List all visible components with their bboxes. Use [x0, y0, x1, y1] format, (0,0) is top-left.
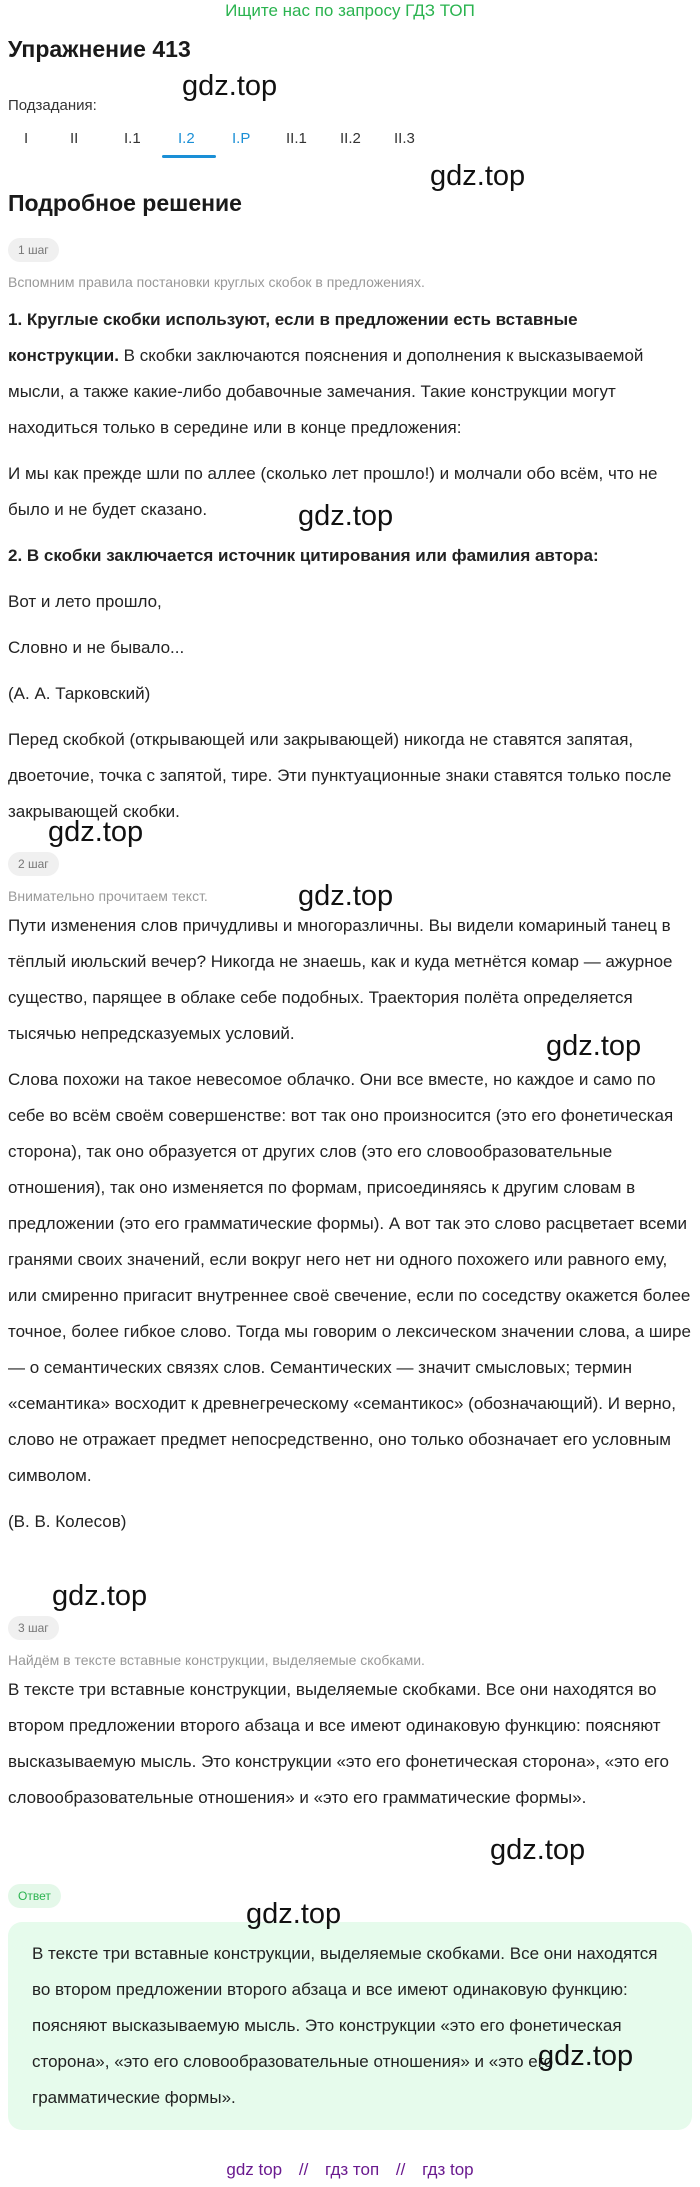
tab-II2[interactable]: II.2 [340, 130, 361, 147]
rule-1 [8, 302, 692, 446]
tab-II1[interactable]: II.1 [286, 130, 307, 147]
punctuation-note: Перед скобкой (открывающей или закрывающей) никогда не ставятся запятая, двоеточие, точка с запятой, тире. Эти пунктуационные знаки ставятся только после закрывающей скобки. [8, 730, 672, 821]
watermark: gdz.top [246, 1898, 342, 1930]
example-1: И мы как прежде шли по аллее (сколько лет прошло!) и молчали обо всём, что не было и не будет сказано. [8, 464, 658, 519]
poem-line-2: Словно и не бывало... [8, 638, 185, 657]
answer-box: В тексте три вставные конструкции, выделяемые скобками. Все они находятся во втором предложении второго абзаца и все имеют одинаковую функцию: поясняют высказываемую мысль. Это конструкции «это его фонетическая сторона», «это его словообразовательные отношения» и «это его грамматические формы». [8, 1922, 692, 2130]
watermark: gdz.top [52, 1580, 148, 1612]
section-title: Подробное решение [8, 190, 242, 216]
tab-II[interactable]: II [70, 130, 79, 147]
step-3-text: В тексте три вставные конструкции, выделяемые скобками. Все они находятся во втором предложении второго абзаца и все имеют одинаковую функцию: поясняют высказываемую мысль. Это конструкции «это его фонетическая сторона», «это его словообразовательные отношения» и «это его грамматические формы». [8, 1680, 669, 1807]
watermark: gdz.top [546, 1030, 642, 1062]
watermark: gdz.top [490, 1834, 586, 1866]
text-paragraph-2: Слова похожи на такое невесомое облачко. Они все вместе, но каждое и само по себе во всём своём совершенстве: вот так оно произносится (это его фонетическая сторона), так оно образуется от других слов (это его словообразовательные отношения), так оно изменяется по формам, присоединяясь к другим словам в предложении (это его грамматические формы). А вот так это слово расцветает всеми гранями своих значений, если вокруг него нет ни одного похожего или равного ему, или смиренно пригасит внутреннее своё свечение, если по соседству окажется более точное, более гибкое слово. Тогда мы говорим о лексическом значении слова, а шире — о семантических связях слов. Семантических — значит смысловых; термин «семантика» восходит к древнегреческому «семантикос» (обозначающий). И верно, слово не отражает предмет непосредственно, оно только обозначает его условным символом. [8, 1070, 691, 1485]
watermark: gdz.top [538, 2040, 634, 2072]
step-3-pill: 3 шаг [8, 1616, 59, 1640]
step-1-hint: Вспомним правила постановки круглых скобок в предложениях. [8, 274, 425, 290]
bottom-link-2[interactable]: гдз топ [325, 2160, 380, 2179]
watermark: gdz.top [182, 70, 278, 102]
poem-author: (А. А. Тарковский) [8, 684, 151, 703]
tab-I2[interactable]: I.2 [162, 128, 216, 158]
tab-I1[interactable]: I.1 [124, 130, 141, 147]
watermark: gdz.top [298, 880, 394, 912]
bottom-link-3[interactable]: гдз top [422, 2160, 474, 2179]
search-banner: Ищите нас по запросу ГДЗ ТОП [225, 1, 475, 20]
step-2-hint: Внимательно прочитаем текст. [8, 888, 208, 904]
bottom-links [0, 2160, 700, 2180]
subtask-tabs [0, 128, 700, 158]
text-paragraph-1: Пути изменения слов причудливы и многоразличны. Вы видели комариный танец в тёплый июльский вечер? Никогда не знаешь, как и куда метнётся комар — ажурное существо, парящее в облаке себе подобных. Траектория полёта определяется тысячью непредсказуемых условий. [8, 916, 673, 1043]
step-3 [0, 1616, 700, 1826]
rule-1-bold: 1. Круглые скобки используют, если в предложении есть вставные конструкции. [8, 310, 578, 365]
rule-1-text: В скобки заключаются пояснения и дополнения к высказываемой мысли, а также какие-либо добавочные замечания. Такие конструкции могут находиться только в середине или в конце предложения: [8, 346, 644, 437]
step-1 [0, 238, 700, 840]
watermark: gdz.top [430, 160, 526, 192]
step-2 [0, 852, 700, 1550]
subtasks-label: Подзадания: [8, 97, 97, 114]
tab-IP[interactable]: I.P [232, 130, 251, 147]
tab-I[interactable]: I [24, 130, 29, 147]
watermark: gdz.top [48, 816, 144, 848]
tab-II3[interactable]: II.3 [394, 130, 415, 147]
step-1-pill: 1 шаг [8, 238, 59, 262]
rule-2 [8, 538, 692, 574]
answer-pill: Ответ [8, 1884, 61, 1908]
poem-line-1: Вот и лето прошло, [8, 592, 162, 611]
watermark: gdz.top [298, 500, 394, 532]
step-2-pill: 2 шаг [8, 852, 59, 876]
answer-section [0, 1884, 700, 2130]
step-3-hint: Найдём в тексте вставные конструкции, выделяемые скобками. [8, 1652, 425, 1668]
page-title: Упражнение 413 [8, 36, 191, 62]
bottom-link-1[interactable]: gdz top [226, 2160, 283, 2179]
text-author: (В. В. Колесов) [8, 1512, 127, 1531]
rule-2-bold: 2. В скобки заключается источник цитирования или фамилия автора: [8, 546, 599, 565]
bottom-link-separator: // [298, 2160, 309, 2179]
bottom-link-separator: // [395, 2160, 406, 2179]
